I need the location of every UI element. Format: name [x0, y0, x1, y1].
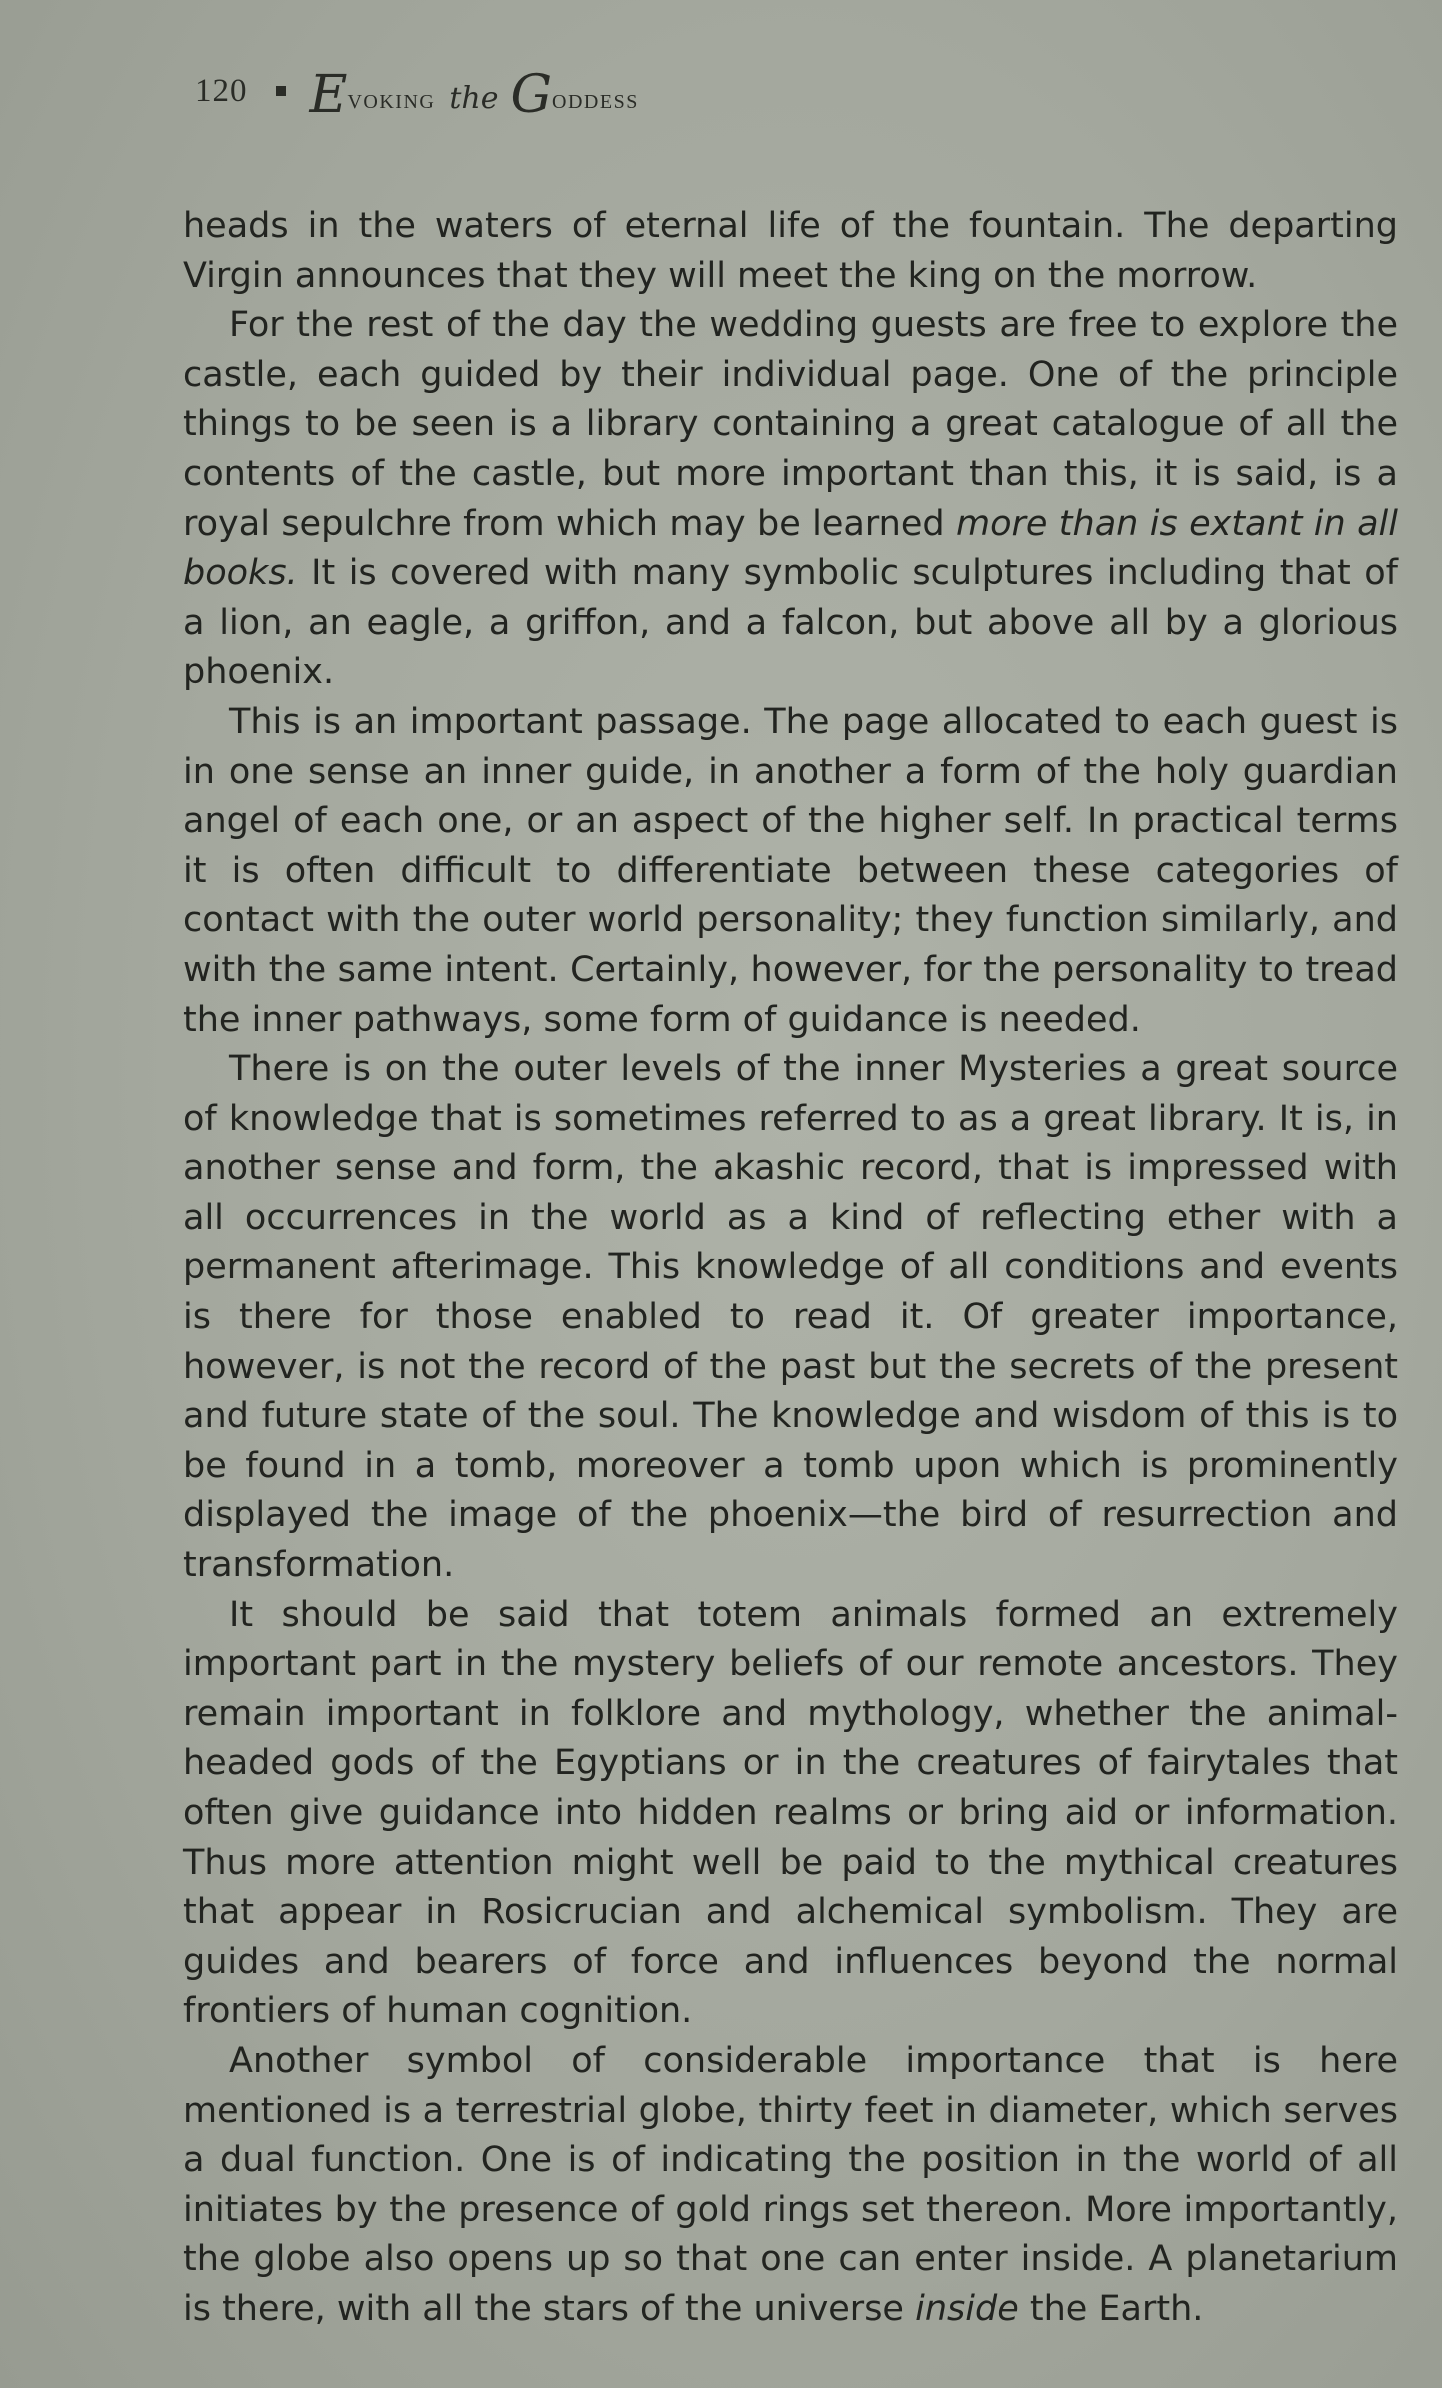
paragraph-6 — [183, 2037, 1398, 2335]
title-word-the: the — [449, 81, 499, 116]
paragraph-3: This is an important passage. The page allocated to each guest is in one sense an inner guide, in another a form of the holy guardian angel of each one, or an aspect of the higher self. In practical terms it is often difficult to differentiate between these categories of contact with the outer world personality; they function similarly, and with the same intent. Certainly, however, for the personality to tread the inner pathways, some form of guidance is needed. — [183, 701, 1398, 1040]
paragraph-2-text-b: It is covered with many symbolic sculptures including that of a lion, an eagle, a griffon, and a falcon, but above all by a glorious phoenix. — [183, 553, 1398, 693]
paragraph-2-emphasis: more than is extant in all books. — [183, 503, 1399, 594]
paragraph-5: It should be said that totem animals formed an extremely important part in the mystery beliefs of our remote ancestors. They remain important in folklore and mythology, whether the animal-headed gods of the Egyptians or in the creatures of fairytales that often give guidance into hidden realms or bring aid or information. Thus more attention might well be paid to the mythical creatures that appear in Rosicrucian and alchemical symbolism. They are guides and bearers of force and influences beyond the normal frontiers of human cognition. — [183, 1594, 1398, 2032]
body-text — [183, 202, 1398, 2335]
paragraph-6-text-b: the Earth. — [1018, 2288, 1204, 2329]
paragraph-6-emphasis: inside — [915, 2288, 1019, 2329]
paragraph-2-text-a: For the rest of the day the wedding guests are free to explore the castle, each guided by their individual page. One of the principle things to be seen is a library containing a great catalogue of all the contents of the castle, but more important than this, it is said, is a royal sepulchre from which may be learned — [183, 305, 1398, 544]
header-bullet-separator — [276, 86, 286, 96]
paragraph-2 — [183, 301, 1398, 698]
running-title — [309, 61, 639, 125]
paragraph-1: heads in the waters of eternal life of the fountain. The departing Virgin announces that they will meet the king on the morrow. — [183, 206, 1398, 296]
title-word-oddess: oddess — [552, 84, 639, 115]
title-initial-g: G — [510, 65, 553, 125]
paragraph-6-text-a: Another symbol of considerable importance that is here mentioned is a terrestrial globe, thirty feet in diameter, which serves a dual function. One is of indicating the position in the world of all initiates by the presence of gold rings set thereon. More importantly, the globe also opens up so that one can enter inside. A planetarium is there, with all the stars of the universe — [183, 2040, 1398, 2329]
paragraph-4: There is on the outer levels of the inner Mysteries a great source of knowledge that is sometimes referred to as a great library. It is, in another sense and form, the akashic record, that is impressed with all occurrences in the world as a kind of reflecting ether with a permanent afterimage. This knowledge of all conditions and events is there for those enabled to read it. Of greater importance, however, is not the record of the past but the secrets of the present and future state of the soul. The knowledge and wisdom of this is to be found in a tomb, moreover a tomb upon which is prominently displayed the image of the phoenix—the bird of resurrection and transformation. — [183, 1049, 1398, 1586]
title-initial-e: E — [309, 65, 348, 125]
page-number: 120 — [195, 72, 248, 109]
title-word-voking: voking — [347, 84, 436, 115]
running-header — [195, 56, 639, 126]
